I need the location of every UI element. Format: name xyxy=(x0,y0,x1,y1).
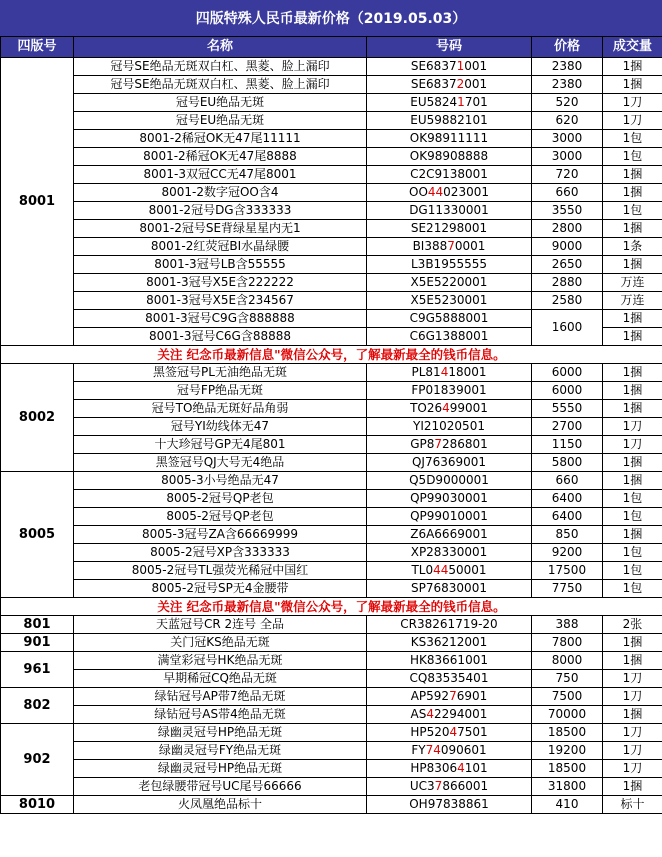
header-price: 价格 xyxy=(532,37,603,58)
table-row xyxy=(1,472,662,490)
code-cell xyxy=(367,688,532,706)
price-cell: 388 xyxy=(532,616,603,634)
volume-cell: 1包 xyxy=(603,508,662,526)
price-cell: 9200 xyxy=(532,544,603,562)
notice-text: 关注 纪念币最新信息"微信公众号，了解最新最全的钱币信息。 xyxy=(1,346,662,364)
table-body xyxy=(1,58,662,814)
table-row xyxy=(1,544,662,562)
code-part-post: 090601 xyxy=(440,743,487,757)
code-cell xyxy=(367,742,532,760)
volume-cell: 1刀 xyxy=(603,418,662,436)
code-part-pre: AP592 xyxy=(410,689,450,703)
volume-cell: 1捆 xyxy=(603,634,662,652)
volume-cell: 1条 xyxy=(603,238,662,256)
code-part-pre: FP01839001 xyxy=(411,383,487,397)
table-row xyxy=(1,292,662,310)
code-part-hl: 4 xyxy=(440,365,449,379)
price-cell: 3000 xyxy=(532,130,603,148)
code-part-pre: OK98908888 xyxy=(409,149,489,163)
table-row xyxy=(1,490,662,508)
header-name: 名称 xyxy=(74,37,367,58)
price-cell: 850 xyxy=(532,526,603,544)
code-part-post: 023001 xyxy=(443,185,489,199)
volume-cell: 1捆 xyxy=(603,58,662,76)
code-part-post: 0001 xyxy=(454,239,486,253)
table-row xyxy=(1,310,662,328)
table-row xyxy=(1,454,662,472)
volume-cell: 1刀 xyxy=(603,670,662,688)
name-cell: 十大珍冠号GP无4尾801 xyxy=(74,436,367,454)
price-cell: 520 xyxy=(532,94,603,112)
table-row xyxy=(1,796,662,814)
name-cell: 天蓝冠号CR 2连号 全品 xyxy=(74,616,367,634)
code-cell xyxy=(367,616,532,634)
code-part-pre: SE6837 xyxy=(410,77,457,91)
code-part-pre: TO26 xyxy=(410,401,443,415)
price-cell: 6000 xyxy=(532,364,603,382)
series-cell: 8010 xyxy=(1,796,74,814)
volume-cell: 1包 xyxy=(603,580,662,598)
series-cell: 8002 xyxy=(1,364,74,472)
table-row xyxy=(1,364,662,382)
table-row xyxy=(1,58,662,76)
name-cell: 8005-3小号绝品无47 xyxy=(74,472,367,490)
volume-cell: 1刀 xyxy=(603,688,662,706)
code-cell xyxy=(367,382,532,400)
table-row xyxy=(1,688,662,706)
code-cell xyxy=(367,436,532,454)
volume-cell: 1刀 xyxy=(603,436,662,454)
name-cell: 8001-3冠号LB含55555 xyxy=(74,256,367,274)
code-part-pre: PL81 xyxy=(411,365,441,379)
code-cell xyxy=(367,562,532,580)
code-cell xyxy=(367,148,532,166)
volume-cell: 1捆 xyxy=(603,220,662,238)
volume-cell: 1刀 xyxy=(603,742,662,760)
price-cell: 720 xyxy=(532,166,603,184)
code-part-pre: QJ76369001 xyxy=(411,455,487,469)
name-cell: 冠号YI幼线体无47 xyxy=(74,418,367,436)
table-row xyxy=(1,580,662,598)
code-cell xyxy=(367,292,532,310)
code-part-pre: OH97838861 xyxy=(409,797,489,811)
volume-cell: 1包 xyxy=(603,148,662,166)
code-part-post: 701 xyxy=(464,95,488,109)
code-part-pre: X5E5230001 xyxy=(410,293,488,307)
code-part-pre: AS xyxy=(410,707,427,721)
volume-cell: 1刀 xyxy=(603,760,662,778)
code-part-pre: OK98911111 xyxy=(409,131,489,145)
code-part-post: 7501 xyxy=(457,725,488,739)
table-row xyxy=(1,382,662,400)
code-part-post: 001 xyxy=(464,77,488,91)
name-cell: 8001-2冠号SE背绿星星内无1 xyxy=(74,220,367,238)
table-row xyxy=(1,256,662,274)
price-cell: 17500 xyxy=(532,562,603,580)
name-cell: 黑签冠号PL无油绝品无斑 xyxy=(74,364,367,382)
sheet-title: 四版特殊人民币最新价格（2019.05.03） xyxy=(0,0,662,36)
code-cell xyxy=(367,220,532,238)
volume-cell: 1捆 xyxy=(603,328,662,346)
notice-row xyxy=(1,346,662,364)
table-row xyxy=(1,148,662,166)
name-cell: 冠号SE绝品无斑双白杠、黑菱、脸上漏印 xyxy=(74,58,367,76)
code-part-pre: CR38261719-20 xyxy=(400,617,498,631)
code-cell xyxy=(367,472,532,490)
price-cell: 5550 xyxy=(532,400,603,418)
table-row xyxy=(1,634,662,652)
volume-cell: 1刀 xyxy=(603,112,662,130)
code-cell xyxy=(367,544,532,562)
code-part-pre: GP8 xyxy=(410,437,435,451)
price-cell: 620 xyxy=(532,112,603,130)
code-part-hl: 4 xyxy=(442,401,450,415)
code-cell xyxy=(367,508,532,526)
table-row xyxy=(1,112,662,130)
volume-cell: 1捆 xyxy=(603,778,662,796)
code-cell xyxy=(367,76,532,94)
code-part-pre: SE6837 xyxy=(410,59,457,73)
table-row xyxy=(1,562,662,580)
notice-row xyxy=(1,598,662,616)
price-cell: 2800 xyxy=(532,220,603,238)
code-part-pre: KS36212001 xyxy=(410,635,488,649)
price-cell: 31800 xyxy=(532,778,603,796)
code-part-pre: QP99030001 xyxy=(410,491,488,505)
name-cell: 8001-3冠号C9G含888888 xyxy=(74,310,367,328)
code-part-pre: EU59882101 xyxy=(410,113,488,127)
header-series: 四版号 xyxy=(1,37,74,58)
volume-cell: 1包 xyxy=(603,202,662,220)
volume-cell: 1捆 xyxy=(603,472,662,490)
code-part-post: 18001 xyxy=(448,365,487,379)
name-cell: 绿钻冠号AS带4绝品无斑 xyxy=(74,706,367,724)
price-cell: 9000 xyxy=(532,238,603,256)
table-row xyxy=(1,76,662,94)
table-row xyxy=(1,706,662,724)
name-cell: 绿幽灵冠号HP绝品无斑 xyxy=(74,724,367,742)
name-cell: 早期稀冠CQ绝品无斑 xyxy=(74,670,367,688)
table-row xyxy=(1,616,662,634)
table-row xyxy=(1,778,662,796)
code-part-post: 286801 xyxy=(442,437,488,451)
code-cell xyxy=(367,724,532,742)
volume-cell: 1捆 xyxy=(603,382,662,400)
table-row xyxy=(1,166,662,184)
price-cell: 70000 xyxy=(532,706,603,724)
code-part-pre: SE21298001 xyxy=(410,221,488,235)
header-row xyxy=(1,37,662,58)
code-cell xyxy=(367,166,532,184)
code-cell xyxy=(367,202,532,220)
code-part-hl: 4 xyxy=(457,761,465,775)
price-cell: 6400 xyxy=(532,508,603,526)
code-part-post: 6901 xyxy=(456,689,488,703)
code-cell xyxy=(367,184,532,202)
notice-text: 关注 纪念币最新信息"微信公众号，了解最新最全的钱币信息。 xyxy=(1,598,662,616)
header-volume: 成交量 xyxy=(603,37,662,58)
name-cell: 绿钻冠号AP带7绝品无斑 xyxy=(74,688,367,706)
name-cell: 绿幽灵冠号FY绝品无斑 xyxy=(74,742,367,760)
price-cell: 1150 xyxy=(532,436,603,454)
volume-cell: 1捆 xyxy=(603,706,662,724)
name-cell: 8001-2冠号DG含333333 xyxy=(74,202,367,220)
code-part-pre: BI388 xyxy=(412,239,448,253)
name-cell: 老包绿腰带冠号UC尾号66666 xyxy=(74,778,367,796)
price-cell: 2880 xyxy=(532,274,603,292)
table-row xyxy=(1,418,662,436)
code-part-hl: 7 xyxy=(434,437,442,451)
price-cell: 6400 xyxy=(532,490,603,508)
name-cell: 冠号FP绝品无斑 xyxy=(74,382,367,400)
volume-cell: 1包 xyxy=(603,490,662,508)
table-row xyxy=(1,400,662,418)
code-cell xyxy=(367,94,532,112)
code-part-pre: HK83661001 xyxy=(410,653,488,667)
price-cell: 18500 xyxy=(532,760,603,778)
series-cell: 8001 xyxy=(1,58,74,346)
code-part-pre: C9G5888001 xyxy=(409,311,489,325)
volume-cell: 1捆 xyxy=(603,166,662,184)
code-cell xyxy=(367,310,532,328)
price-cell: 7800 xyxy=(532,634,603,652)
code-cell xyxy=(367,274,532,292)
code-part-post: 99001 xyxy=(449,401,488,415)
code-part-pre: TL0 xyxy=(411,563,434,577)
table-row xyxy=(1,508,662,526)
name-cell: 8001-2红荧冠BI水晶绿腰 xyxy=(74,238,367,256)
code-cell xyxy=(367,652,532,670)
header-code: 号码 xyxy=(367,37,532,58)
table-row xyxy=(1,742,662,760)
name-cell: 8001-2稀冠OK无47尾11111 xyxy=(74,130,367,148)
code-part-post: 001 xyxy=(464,59,488,73)
price-cell: 660 xyxy=(532,184,603,202)
volume-cell: 1捆 xyxy=(603,184,662,202)
table-row xyxy=(1,724,662,742)
name-cell: 8005-2冠号SP无4金腰带 xyxy=(74,580,367,598)
volume-cell: 标十 xyxy=(603,796,662,814)
volume-cell: 1刀 xyxy=(603,724,662,742)
volume-cell: 1捆 xyxy=(603,364,662,382)
price-cell: 3000 xyxy=(532,148,603,166)
table-row xyxy=(1,202,662,220)
table-row xyxy=(1,238,662,256)
price-cell: 2700 xyxy=(532,418,603,436)
price-cell: 1600 xyxy=(532,310,603,346)
code-part-pre: OO xyxy=(409,185,428,199)
name-cell: 8005-2冠号TL强荧光稀冠中国红 xyxy=(74,562,367,580)
name-cell: 黑签冠号QJ大号无4绝品 xyxy=(74,454,367,472)
volume-cell: 万连 xyxy=(603,274,662,292)
code-cell xyxy=(367,130,532,148)
price-cell: 19200 xyxy=(532,742,603,760)
code-part-pre: EU5824 xyxy=(410,95,458,109)
code-part-pre: UC3 xyxy=(409,779,435,793)
price-cell: 7750 xyxy=(532,580,603,598)
code-cell xyxy=(367,238,532,256)
code-part-pre: QP99010001 xyxy=(410,509,488,523)
price-cell: 750 xyxy=(532,670,603,688)
name-cell: 冠号EU绝品无斑 xyxy=(74,112,367,130)
volume-cell: 万连 xyxy=(603,292,662,310)
series-cell: 801 xyxy=(1,616,74,634)
price-cell: 410 xyxy=(532,796,603,814)
code-part-pre: C6G1388001 xyxy=(409,329,489,343)
series-cell: 901 xyxy=(1,634,74,652)
table-row xyxy=(1,184,662,202)
code-part-pre: XP28330001 xyxy=(410,545,488,559)
code-cell xyxy=(367,58,532,76)
series-cell: 902 xyxy=(1,724,74,796)
code-part-hl: 74 xyxy=(425,743,441,757)
volume-cell: 1包 xyxy=(603,130,662,148)
name-cell: 8005-3冠号ZA含66669999 xyxy=(74,526,367,544)
code-part-pre: HP520 xyxy=(410,725,450,739)
name-cell: 火凤凰绝品标十 xyxy=(74,796,367,814)
name-cell: 冠号TO绝品无斑好品角弱 xyxy=(74,400,367,418)
name-cell: 8001-3双冠CC无47尾8001 xyxy=(74,166,367,184)
code-cell xyxy=(367,256,532,274)
price-cell: 660 xyxy=(532,472,603,490)
code-part-hl: 4 xyxy=(426,707,434,721)
name-cell: 8005-2冠号XP含333333 xyxy=(74,544,367,562)
price-cell: 18500 xyxy=(532,724,603,742)
code-cell xyxy=(367,364,532,382)
code-cell xyxy=(367,328,532,346)
volume-cell: 1刀 xyxy=(603,94,662,112)
code-part-hl: 44 xyxy=(433,563,449,577)
table-row xyxy=(1,220,662,238)
name-cell: 满堂彩冠号HK绝品无斑 xyxy=(74,652,367,670)
volume-cell: 1捆 xyxy=(603,526,662,544)
table-row xyxy=(1,436,662,454)
code-cell xyxy=(367,634,532,652)
name-cell: 8005-2冠号QP老包 xyxy=(74,490,367,508)
code-part-pre: DG11330001 xyxy=(409,203,489,217)
name-cell: 冠号EU绝品无斑 xyxy=(74,94,367,112)
code-part-post: 2294001 xyxy=(434,707,488,721)
volume-cell: 1捆 xyxy=(603,310,662,328)
code-part-hl: 44 xyxy=(427,185,444,199)
price-cell: 6000 xyxy=(532,382,603,400)
series-cell: 8005 xyxy=(1,472,74,598)
code-part-post: 101 xyxy=(464,761,488,775)
name-cell: 关门冠KS绝品无斑 xyxy=(74,634,367,652)
price-cell: 2380 xyxy=(532,58,603,76)
code-part-pre: Z6A6669001 xyxy=(410,527,488,541)
code-part-post: 50001 xyxy=(448,563,487,577)
code-cell xyxy=(367,454,532,472)
name-cell: 冠号SE绝品无斑双白杠、黑菱、脸上漏印 xyxy=(74,76,367,94)
name-cell: 8001-2稀冠OK无47尾8888 xyxy=(74,148,367,166)
name-cell: 8001-3冠号X5E含234567 xyxy=(74,292,367,310)
price-table xyxy=(0,36,662,814)
table-row xyxy=(1,94,662,112)
code-part-pre: X5E5220001 xyxy=(410,275,488,289)
volume-cell: 1捆 xyxy=(603,256,662,274)
price-cell: 8000 xyxy=(532,652,603,670)
series-cell: 961 xyxy=(1,652,74,688)
code-cell xyxy=(367,580,532,598)
code-part-pre: SP76830001 xyxy=(411,581,487,595)
code-part-hl: 1 xyxy=(456,59,465,73)
code-part-hl: 4 xyxy=(449,725,458,739)
table-row xyxy=(1,670,662,688)
code-cell xyxy=(367,400,532,418)
series-cell: 802 xyxy=(1,688,74,724)
price-cell: 2380 xyxy=(532,76,603,94)
code-part-pre: L3B1955555 xyxy=(411,257,487,271)
code-part-hl: 7 xyxy=(447,239,455,253)
name-cell: 8001-3冠号X5E含222222 xyxy=(74,274,367,292)
code-part-hl: 2 xyxy=(456,77,465,91)
code-cell xyxy=(367,112,532,130)
volume-cell: 1捆 xyxy=(603,454,662,472)
code-cell xyxy=(367,760,532,778)
table-row xyxy=(1,274,662,292)
price-cell: 3550 xyxy=(532,202,603,220)
volume-cell: 2张 xyxy=(603,616,662,634)
code-cell xyxy=(367,526,532,544)
code-part-pre: CQ83535401 xyxy=(409,671,489,685)
price-cell: 2650 xyxy=(532,256,603,274)
code-part-post: 866001 xyxy=(442,779,489,793)
code-cell xyxy=(367,490,532,508)
code-cell xyxy=(367,670,532,688)
code-cell xyxy=(367,418,532,436)
volume-cell: 1包 xyxy=(603,562,662,580)
code-cell xyxy=(367,796,532,814)
volume-cell: 1包 xyxy=(603,544,662,562)
code-part-hl: 7 xyxy=(449,689,457,703)
table-row xyxy=(1,760,662,778)
table-row xyxy=(1,130,662,148)
volume-cell: 1捆 xyxy=(603,400,662,418)
table-row xyxy=(1,526,662,544)
code-cell xyxy=(367,706,532,724)
volume-cell: 1捆 xyxy=(603,76,662,94)
name-cell: 8001-3冠号C6G含88888 xyxy=(74,328,367,346)
price-cell: 2580 xyxy=(532,292,603,310)
price-cell: 7500 xyxy=(532,688,603,706)
code-part-pre: Q5D9000001 xyxy=(409,473,489,487)
code-part-pre: C2C9138001 xyxy=(410,167,488,181)
name-cell: 8001-2数字冠OO含4 xyxy=(74,184,367,202)
code-part-hl: 1 xyxy=(457,95,465,109)
code-part-pre: YI21020501 xyxy=(413,419,485,433)
table-row xyxy=(1,652,662,670)
code-part-hl: 7 xyxy=(434,779,443,793)
code-part-pre: HP8306 xyxy=(410,761,458,775)
code-cell xyxy=(367,778,532,796)
price-cell: 5800 xyxy=(532,454,603,472)
name-cell: 8005-2冠号QP老包 xyxy=(74,508,367,526)
name-cell: 绿幽灵冠号HP绝品无斑 xyxy=(74,760,367,778)
volume-cell: 1捆 xyxy=(603,652,662,670)
code-part-pre: FY xyxy=(411,743,426,757)
